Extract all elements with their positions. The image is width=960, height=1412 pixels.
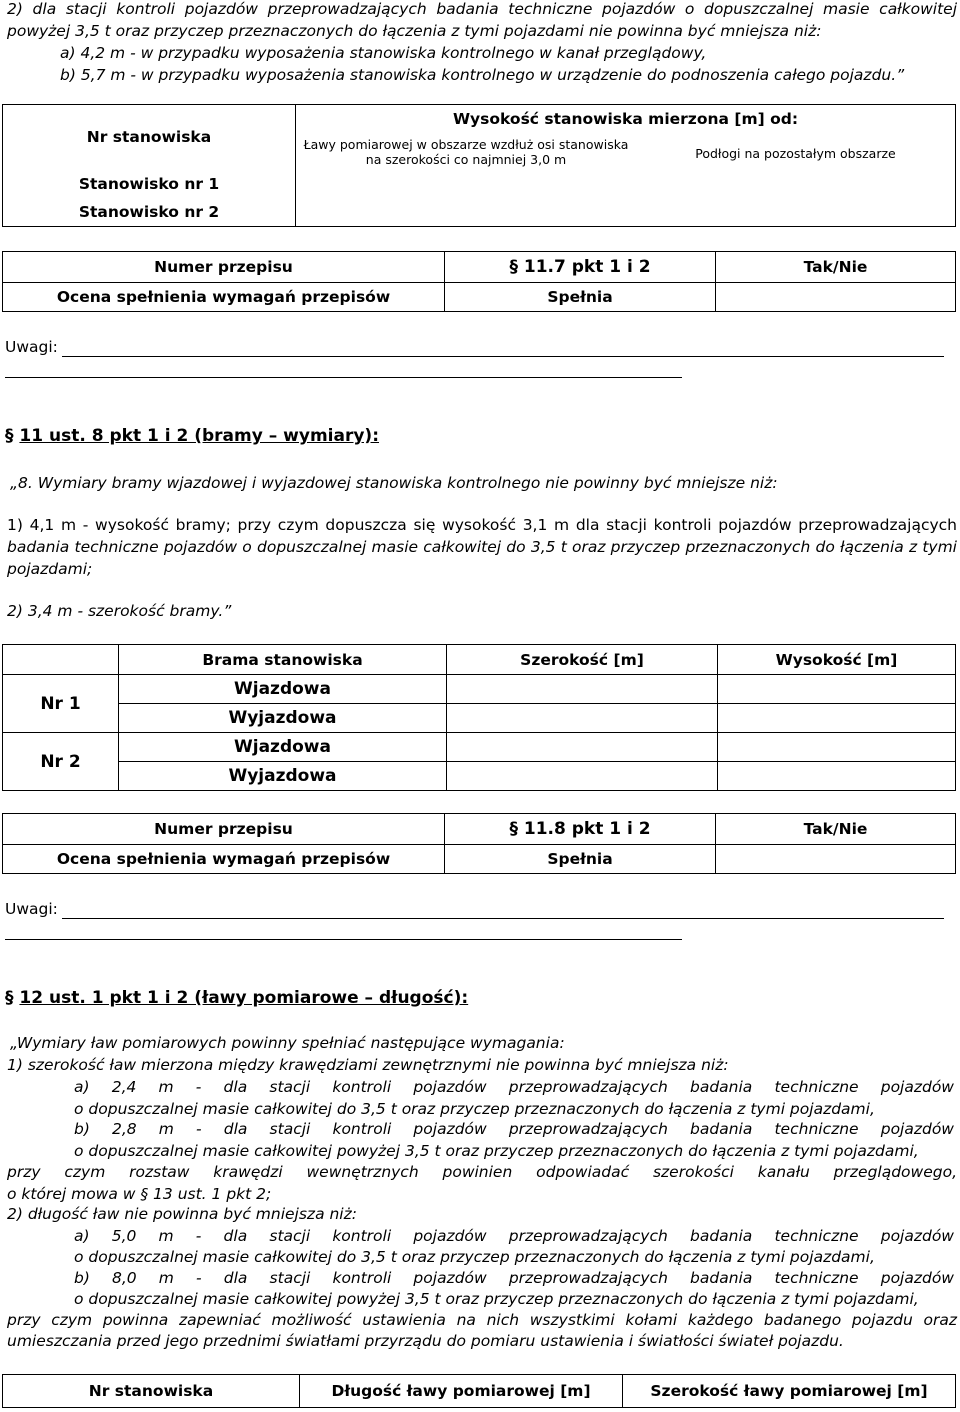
benches-table <box>2 1374 956 1408</box>
floor-area-subheader: Podłogi na pozostałym obszarze <box>695 146 896 161</box>
bench-area-subheader-line-1: Ławy pomiarowej w obszarze wzdłuż osi stanowiska <box>303 137 629 152</box>
section-11-p1-line3: pojazdami; <box>7 560 93 578</box>
section-11-quote: „8. Wymiary bramy wjazdowej i wyjazdowej stanowiska kontrolnego nie powinny być mniejsze niż: <box>10 474 778 492</box>
section-sign: § <box>5 426 14 446</box>
intro-item-a: a) 4,2 m - w przypadku wyposażenia stanowiska kontrolnego w kanał przeglądowy, <box>60 44 707 62</box>
assessment-result-cell[interactable] <box>716 845 956 874</box>
s12-line-14: przy czym powinna zapewniać możliwość ustawienia na nich wszystkimi kołami każdego badanego pojazdu oraz <box>7 1311 957 1329</box>
section-11-p1-line2: badania techniczne pojazdów o dopuszczalnej masie całkowitej do 3,5 t oraz przyczep przeznaczonych do łączenia z tymi <box>7 538 957 556</box>
height-header: Wysokość stanowiska mierzona [m] od: <box>452 110 799 128</box>
remarks-line-2a[interactable] <box>62 900 944 919</box>
s12-line-8: o której mowa w § 13 ust. 1 pkt 2; <box>7 1185 272 1203</box>
section-12-title: 12 ust. 1 pkt 1 i 2 (ławy pomiarowe – długość): <box>19 988 469 1008</box>
s12-line-13: o dopuszczalnej masie całkowitej powyżej 3,5 t oraz przyczep przeznaczonych do łączenia z tymi pojazdami, <box>74 1290 919 1308</box>
gates-table <box>2 644 956 791</box>
gate-2-exit-width[interactable] <box>447 762 718 791</box>
col-height: Wysokość [m] <box>718 645 956 675</box>
gates-corner <box>3 645 119 675</box>
s12-line-3: a) 2,4 m - dla stacji kontroli pojazdów przeprowadzających badania techniczne pojazdów <box>74 1078 954 1096</box>
assessment-table-1 <box>2 251 956 312</box>
s12-line-7: przy czym rozstaw krawędzi wewnętrznych powinien odpowiadać szerokości kanału przeglądowego, <box>7 1163 957 1181</box>
gate-1-entry-width[interactable] <box>447 675 718 704</box>
gate-2-exit: Wyjazdowa <box>119 762 447 791</box>
gate-nr-2: Nr 2 <box>3 733 119 791</box>
s12-line-10: a) 5,0 m - dla stacji kontroli pojazdów przeprowadzających badania techniczne pojazdów <box>74 1227 954 1245</box>
s12-line-11: o dopuszczalnej masie całkowitej do 3,5 t oraz przyczep przeznaczonych do łączenia z tymi pojazdami, <box>74 1248 875 1266</box>
intro-line-2: powyżej 3,5 t oraz przyczep przeznaczonych do łączenia z tymi pojazdami nie powinna być mniejsza niż: <box>7 22 822 40</box>
regulation-number-text: 11.7 pkt 1 i 2 <box>523 257 651 277</box>
regulation-number-value <box>445 252 716 283</box>
col-station-number: Nr stanowiska <box>86 128 212 146</box>
col-bench-width: Szerokość ławy pomiarowej [m] <box>623 1375 956 1408</box>
s12-line-12: b) 8,0 m - dla stacji kontroli pojazdów przeprowadzających badania techniczne pojazdów <box>74 1269 954 1287</box>
section-12-heading <box>5 988 468 1008</box>
intro-item-b: b) 5,7 m - w przypadku wyposażenia stanowiska kontrolnego w urządzenie do podnoszenia całego pojazdu.” <box>60 66 905 84</box>
remarks-label-1: Uwagi: <box>5 338 58 356</box>
station-height-table <box>2 104 956 227</box>
regulation-number-text: 11.8 pkt 1 i 2 <box>523 819 651 839</box>
col-width: Szerokość [m] <box>447 645 718 675</box>
row-station-2: Stanowisko nr 2 <box>78 203 220 221</box>
col-bench-length: Długość ławy pomiarowej [m] <box>300 1375 623 1408</box>
gate-1-exit: Wyjazdowa <box>119 704 447 733</box>
section-sign: § <box>509 257 524 277</box>
gate-1-entry-height[interactable] <box>718 675 956 704</box>
section-11-p1-line1: 1) 4,1 m - wysokość bramy; przy czym dopuszcza się wysokość 3,1 m dla stacji kontroli pojazdów przeprowadzających <box>7 516 957 534</box>
s12-line-6: o dopuszczalnej masie całkowitej powyżej 3,5 t oraz przyczep przeznaczonych do łączenia z tymi pojazdami, <box>74 1142 919 1160</box>
height-measure-cell <box>296 105 956 227</box>
section-11-title: 11 ust. 8 pkt 1 i 2 (bramy – wymiary): <box>19 426 379 446</box>
assessment-label: Ocena spełnienia wymagań przepisów <box>3 283 445 312</box>
gate-2-exit-height[interactable] <box>718 762 956 791</box>
gate-1-entry: Wjazdowa <box>119 675 447 704</box>
section-sign: § <box>5 988 14 1008</box>
gate-2-entry-height[interactable] <box>718 733 956 762</box>
s12-line-5: b) 2,8 m - dla stacji kontroli pojazdów przeprowadzających badania techniczne pojazdów <box>74 1120 954 1138</box>
assessment-label: Ocena spełnienia wymagań przepisów <box>3 845 445 874</box>
regulation-number-label: Numer przepisu <box>3 814 445 845</box>
assessment-table-2 <box>2 813 956 874</box>
section-sign: § <box>509 819 524 839</box>
gate-1-exit-width[interactable] <box>447 704 718 733</box>
spelnia-label: Spełnia <box>445 283 716 312</box>
s12-line-15: umieszczania przed jego przednimi światłami przyrządu do pomiaru ustawienia i światłości świateł pojazdu. <box>7 1332 844 1350</box>
regulation-number-label: Numer przepisu <box>3 252 445 283</box>
tak-nie-header: Tak/Nie <box>716 252 956 283</box>
regulation-number-value <box>445 814 716 845</box>
s12-line-1: „Wymiary ław pomiarowych powinny spełniać następujące wymagania: <box>10 1034 565 1052</box>
gate-1-exit-height[interactable] <box>718 704 956 733</box>
station-number-cell <box>3 105 296 227</box>
bench-area-subheader-line-2: na szerokości co najmniej 3,0 m <box>365 152 567 167</box>
section-11-heading <box>5 426 379 446</box>
gate-2-entry-width[interactable] <box>447 733 718 762</box>
s12-line-2: 1) szerokość ław mierzona między krawędziami zewnętrznymi nie powinna być mniejsza niż: <box>7 1056 729 1074</box>
bench-area-subheader <box>296 137 636 167</box>
remarks-label-2: Uwagi: <box>5 900 58 918</box>
assessment-result-cell[interactable] <box>716 283 956 312</box>
gate-nr-1: Nr 1 <box>3 675 119 733</box>
section-11-p2: 2) 3,4 m - szerokość bramy.” <box>7 602 232 620</box>
remarks-line-2b[interactable] <box>5 922 682 940</box>
remarks-line-1b[interactable] <box>5 360 682 378</box>
tak-nie-header: Tak/Nie <box>716 814 956 845</box>
s12-line-9: 2) długość ław nie powinna być mniejsza niż: <box>7 1205 357 1223</box>
s12-line-4: o dopuszczalnej masie całkowitej do 3,5 t oraz przyczep przeznaczonych do łączenia z tymi pojazdami, <box>74 1100 875 1118</box>
remarks-line-1a[interactable] <box>62 338 944 357</box>
spelnia-label: Spełnia <box>445 845 716 874</box>
row-station-1: Stanowisko nr 1 <box>78 175 220 193</box>
gate-2-entry: Wjazdowa <box>119 733 447 762</box>
col-gate: Brama stanowiska <box>119 645 447 675</box>
col-station-number: Nr stanowiska <box>3 1375 300 1408</box>
intro-line-1: 2) dla stacji kontroli pojazdów przeprowadzających badania techniczne pojazdów o dopuszczalnej masie całkowitej <box>7 0 957 18</box>
